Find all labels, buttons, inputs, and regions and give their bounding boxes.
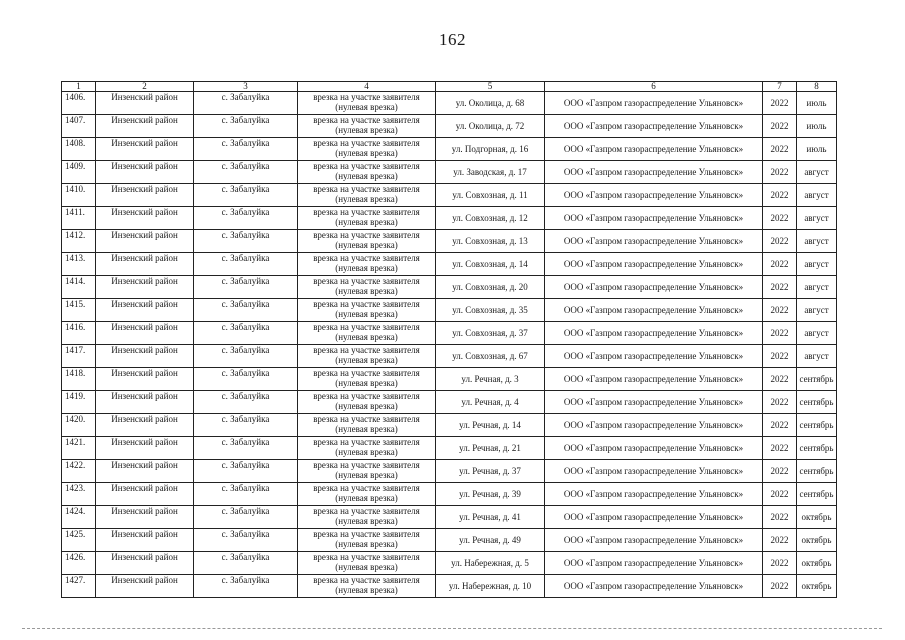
year-cell: 2022 — [763, 322, 797, 345]
address-cell: ул. Совхозная, д. 13 — [436, 230, 545, 253]
work-type-cell: врезка на участке заявителя (нулевая врезка) — [298, 529, 436, 552]
year-cell: 2022 — [763, 506, 797, 529]
work-type-cell: врезка на участке заявителя (нулевая врезка) — [298, 184, 436, 207]
month-cell: сентябрь — [797, 483, 837, 506]
year-cell: 2022 — [763, 138, 797, 161]
settlement-cell: с. Забалуйка — [194, 437, 298, 460]
row-number-cell: 1406. — [62, 92, 96, 115]
organization-cell: ООО «Газпром газораспределение Ульяновск» — [545, 207, 763, 230]
organization-cell: ООО «Газпром газораспределение Ульяновск» — [545, 230, 763, 253]
settlement-cell: с. Забалуйка — [194, 345, 298, 368]
work-type-cell: врезка на участке заявителя (нулевая врезка) — [298, 115, 436, 138]
row-number-cell: 1425. — [62, 529, 96, 552]
row-number-cell: 1426. — [62, 552, 96, 575]
organization-cell: ООО «Газпром газораспределение Ульяновск» — [545, 368, 763, 391]
table-row — [62, 230, 837, 253]
district-cell: Инзенский район — [96, 391, 194, 414]
organization-cell: ООО «Газпром газораспределение Ульяновск» — [545, 322, 763, 345]
year-cell: 2022 — [763, 115, 797, 138]
year-cell: 2022 — [763, 483, 797, 506]
header-cell: 4 — [298, 82, 436, 92]
year-cell: 2022 — [763, 552, 797, 575]
district-cell: Инзенский район — [96, 575, 194, 598]
row-number-cell: 1418. — [62, 368, 96, 391]
address-cell: ул. Совхозная, д. 20 — [436, 276, 545, 299]
work-type-cell: врезка на участке заявителя (нулевая врезка) — [298, 345, 436, 368]
district-cell: Инзенский район — [96, 529, 194, 552]
header-cell: 1 — [62, 82, 96, 92]
year-cell: 2022 — [763, 184, 797, 207]
month-cell: июль — [797, 92, 837, 115]
table-row — [62, 207, 837, 230]
table-row — [62, 299, 837, 322]
month-cell: сентябрь — [797, 437, 837, 460]
address-cell: ул. Совхозная, д. 14 — [436, 253, 545, 276]
organization-cell: ООО «Газпром газораспределение Ульяновск» — [545, 138, 763, 161]
year-cell: 2022 — [763, 161, 797, 184]
work-type-cell: врезка на участке заявителя (нулевая врезка) — [298, 414, 436, 437]
row-number-cell: 1416. — [62, 322, 96, 345]
month-cell: сентябрь — [797, 460, 837, 483]
year-cell: 2022 — [763, 368, 797, 391]
row-number-cell: 1421. — [62, 437, 96, 460]
settlement-cell: с. Забалуйка — [194, 253, 298, 276]
address-cell: ул. Речная, д. 21 — [436, 437, 545, 460]
organization-cell: ООО «Газпром газораспределение Ульяновск» — [545, 161, 763, 184]
work-type-cell: врезка на участке заявителя (нулевая врезка) — [298, 322, 436, 345]
header-row — [62, 82, 837, 92]
table-row — [62, 184, 837, 207]
district-cell: Инзенский район — [96, 299, 194, 322]
district-cell: Инзенский район — [96, 92, 194, 115]
row-number-cell: 1414. — [62, 276, 96, 299]
address-cell: ул. Совхозная, д. 67 — [436, 345, 545, 368]
table-row — [62, 460, 837, 483]
settlement-cell: с. Забалуйка — [194, 368, 298, 391]
settlement-cell: с. Забалуйка — [194, 552, 298, 575]
district-cell: Инзенский район — [96, 230, 194, 253]
table-row — [62, 414, 837, 437]
month-cell: август — [797, 184, 837, 207]
month-cell: август — [797, 207, 837, 230]
organization-cell: ООО «Газпром газораспределение Ульяновск» — [545, 506, 763, 529]
table-row — [62, 115, 837, 138]
table-row — [62, 483, 837, 506]
month-cell: октябрь — [797, 506, 837, 529]
header-cell: 8 — [797, 82, 837, 92]
address-cell: ул. Подгорная, д. 16 — [436, 138, 545, 161]
address-cell: ул. Совхозная, д. 35 — [436, 299, 545, 322]
year-cell: 2022 — [763, 253, 797, 276]
row-number-cell: 1407. — [62, 115, 96, 138]
address-cell: ул. Набережная, д. 5 — [436, 552, 545, 575]
district-cell: Инзенский район — [96, 483, 194, 506]
row-number-cell: 1410. — [62, 184, 96, 207]
district-cell: Инзенский район — [96, 253, 194, 276]
month-cell: сентябрь — [797, 414, 837, 437]
work-type-cell: врезка на участке заявителя (нулевая врезка) — [298, 253, 436, 276]
table-row — [62, 345, 837, 368]
work-type-cell: врезка на участке заявителя (нулевая врезка) — [298, 552, 436, 575]
address-cell: ул. Речная, д. 4 — [436, 391, 545, 414]
year-cell: 2022 — [763, 391, 797, 414]
address-cell: ул. Речная, д. 14 — [436, 414, 545, 437]
organization-cell: ООО «Газпром газораспределение Ульяновск» — [545, 552, 763, 575]
month-cell: август — [797, 161, 837, 184]
settlement-cell: с. Забалуйка — [194, 529, 298, 552]
district-cell: Инзенский район — [96, 368, 194, 391]
organization-cell: ООО «Газпром газораспределение Ульяновск» — [545, 529, 763, 552]
organization-cell: ООО «Газпром газораспределение Ульяновск» — [545, 414, 763, 437]
gasification-table — [61, 81, 837, 598]
settlement-cell: с. Забалуйка — [194, 483, 298, 506]
table-row — [62, 253, 837, 276]
table-row — [62, 437, 837, 460]
work-type-cell: врезка на участке заявителя (нулевая врезка) — [298, 506, 436, 529]
year-cell: 2022 — [763, 414, 797, 437]
settlement-cell: с. Забалуйка — [194, 276, 298, 299]
work-type-cell: врезка на участке заявителя (нулевая врезка) — [298, 460, 436, 483]
settlement-cell: с. Забалуйка — [194, 575, 298, 598]
organization-cell: ООО «Газпром газораспределение Ульяновск» — [545, 253, 763, 276]
table-row — [62, 92, 837, 115]
row-number-cell: 1415. — [62, 299, 96, 322]
settlement-cell: с. Забалуйка — [194, 230, 298, 253]
settlement-cell: с. Забалуйка — [194, 115, 298, 138]
month-cell: август — [797, 276, 837, 299]
table-row — [62, 529, 837, 552]
settlement-cell: с. Забалуйка — [194, 92, 298, 115]
organization-cell: ООО «Газпром газораспределение Ульяновск» — [545, 460, 763, 483]
address-cell: ул. Речная, д. 41 — [436, 506, 545, 529]
page-edge-line — [22, 628, 882, 629]
work-type-cell: врезка на участке заявителя (нулевая врезка) — [298, 230, 436, 253]
year-cell: 2022 — [763, 207, 797, 230]
settlement-cell: с. Забалуйка — [194, 506, 298, 529]
month-cell: июль — [797, 115, 837, 138]
month-cell: октябрь — [797, 552, 837, 575]
month-cell: август — [797, 345, 837, 368]
work-type-cell: врезка на участке заявителя (нулевая врезка) — [298, 138, 436, 161]
district-cell: Инзенский район — [96, 184, 194, 207]
year-cell: 2022 — [763, 345, 797, 368]
month-cell: октябрь — [797, 529, 837, 552]
header-cell: 7 — [763, 82, 797, 92]
year-cell: 2022 — [763, 92, 797, 115]
district-cell: Инзенский район — [96, 207, 194, 230]
settlement-cell: с. Забалуйка — [194, 184, 298, 207]
address-cell: ул. Совхозная, д. 12 — [436, 207, 545, 230]
work-type-cell: врезка на участке заявителя (нулевая врезка) — [298, 276, 436, 299]
table-row — [62, 506, 837, 529]
organization-cell: ООО «Газпром газораспределение Ульяновск» — [545, 115, 763, 138]
work-type-cell: врезка на участке заявителя (нулевая врезка) — [298, 391, 436, 414]
organization-cell: ООО «Газпром газораспределение Ульяновск» — [545, 92, 763, 115]
row-number-cell: 1427. — [62, 575, 96, 598]
month-cell: август — [797, 322, 837, 345]
year-cell: 2022 — [763, 230, 797, 253]
settlement-cell: с. Забалуйка — [194, 391, 298, 414]
organization-cell: ООО «Газпром газораспределение Ульяновск» — [545, 276, 763, 299]
table-body — [62, 92, 837, 598]
organization-cell: ООО «Газпром газораспределение Ульяновск» — [545, 299, 763, 322]
row-number-cell: 1420. — [62, 414, 96, 437]
work-type-cell: врезка на участке заявителя (нулевая врезка) — [298, 483, 436, 506]
work-type-cell: врезка на участке заявителя (нулевая врезка) — [298, 92, 436, 115]
table-row — [62, 552, 837, 575]
address-cell: ул. Речная, д. 39 — [436, 483, 545, 506]
row-number-cell: 1412. — [62, 230, 96, 253]
organization-cell: ООО «Газпром газораспределение Ульяновск» — [545, 437, 763, 460]
settlement-cell: с. Забалуйка — [194, 414, 298, 437]
month-cell: октябрь — [797, 575, 837, 598]
row-number-cell: 1419. — [62, 391, 96, 414]
address-cell: ул. Речная, д. 37 — [436, 460, 545, 483]
district-cell: Инзенский район — [96, 276, 194, 299]
work-type-cell: врезка на участке заявителя (нулевая врезка) — [298, 161, 436, 184]
district-cell: Инзенский район — [96, 322, 194, 345]
header-cell: 3 — [194, 82, 298, 92]
district-cell: Инзенский район — [96, 115, 194, 138]
organization-cell: ООО «Газпром газораспределение Ульяновск» — [545, 575, 763, 598]
table-row — [62, 368, 837, 391]
table-row — [62, 391, 837, 414]
district-cell: Инзенский район — [96, 437, 194, 460]
organization-cell: ООО «Газпром газораспределение Ульяновск» — [545, 345, 763, 368]
month-cell: август — [797, 230, 837, 253]
year-cell: 2022 — [763, 575, 797, 598]
organization-cell: ООО «Газпром газораспределение Ульяновск» — [545, 184, 763, 207]
table-row — [62, 322, 837, 345]
district-cell: Инзенский район — [96, 460, 194, 483]
address-cell: ул. Околица, д. 68 — [436, 92, 545, 115]
row-number-cell: 1423. — [62, 483, 96, 506]
header-cell: 5 — [436, 82, 545, 92]
settlement-cell: с. Забалуйка — [194, 322, 298, 345]
work-type-cell: врезка на участке заявителя (нулевая врезка) — [298, 368, 436, 391]
district-cell: Инзенский район — [96, 138, 194, 161]
district-cell: Инзенский район — [96, 414, 194, 437]
address-cell: ул. Заводская, д. 17 — [436, 161, 545, 184]
address-cell: ул. Совхозная, д. 37 — [436, 322, 545, 345]
year-cell: 2022 — [763, 276, 797, 299]
row-number-cell: 1411. — [62, 207, 96, 230]
work-type-cell: врезка на участке заявителя (нулевая врезка) — [298, 207, 436, 230]
address-cell: ул. Речная, д. 49 — [436, 529, 545, 552]
year-cell: 2022 — [763, 299, 797, 322]
work-type-cell: врезка на участке заявителя (нулевая врезка) — [298, 299, 436, 322]
settlement-cell: с. Забалуйка — [194, 460, 298, 483]
settlement-cell: с. Забалуйка — [194, 161, 298, 184]
organization-cell: ООО «Газпром газораспределение Ульяновск» — [545, 391, 763, 414]
district-cell: Инзенский район — [96, 161, 194, 184]
address-cell: ул. Околица, д. 72 — [436, 115, 545, 138]
month-cell: август — [797, 299, 837, 322]
row-number-cell: 1408. — [62, 138, 96, 161]
year-cell: 2022 — [763, 529, 797, 552]
table-row — [62, 575, 837, 598]
row-number-cell: 1409. — [62, 161, 96, 184]
district-cell: Инзенский район — [96, 506, 194, 529]
organization-cell: ООО «Газпром газораспределение Ульяновск» — [545, 483, 763, 506]
work-type-cell: врезка на участке заявителя (нулевая врезка) — [298, 575, 436, 598]
table-row — [62, 161, 837, 184]
settlement-cell: с. Забалуйка — [194, 207, 298, 230]
row-number-cell: 1413. — [62, 253, 96, 276]
district-cell: Инзенский район — [96, 345, 194, 368]
address-cell: ул. Набережная, д. 10 — [436, 575, 545, 598]
address-cell: ул. Речная, д. 3 — [436, 368, 545, 391]
settlement-cell: с. Забалуйка — [194, 299, 298, 322]
district-cell: Инзенский район — [96, 552, 194, 575]
month-cell: август — [797, 253, 837, 276]
row-number-cell: 1417. — [62, 345, 96, 368]
document-sheet — [61, 81, 836, 598]
year-cell: 2022 — [763, 460, 797, 483]
work-type-cell: врезка на участке заявителя (нулевая врезка) — [298, 437, 436, 460]
table-row — [62, 138, 837, 161]
header-cell: 6 — [545, 82, 763, 92]
page-number: 162 — [439, 30, 466, 49]
row-number-cell: 1424. — [62, 506, 96, 529]
row-number-cell: 1422. — [62, 460, 96, 483]
month-cell: сентябрь — [797, 368, 837, 391]
settlement-cell: с. Забалуйка — [194, 138, 298, 161]
table-row — [62, 276, 837, 299]
month-cell: сентябрь — [797, 391, 837, 414]
month-cell: июль — [797, 138, 837, 161]
header-cell: 2 — [96, 82, 194, 92]
year-cell: 2022 — [763, 437, 797, 460]
address-cell: ул. Совхозная, д. 11 — [436, 184, 545, 207]
